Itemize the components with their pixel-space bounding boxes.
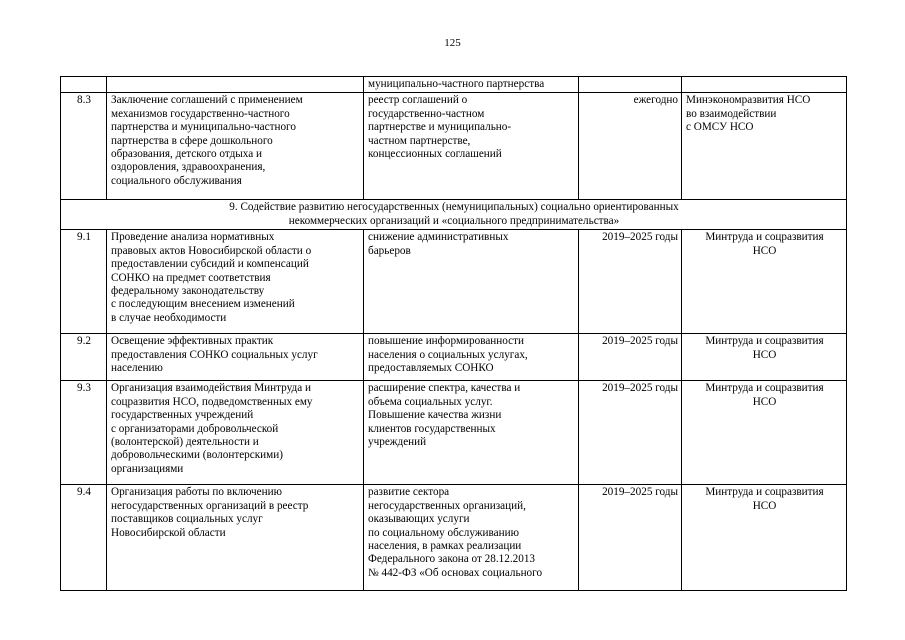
responsible-cell-line: НСО	[752, 395, 777, 408]
event-cell-line: в случае необходимости	[111, 311, 227, 324]
responsible-cell	[682, 381, 847, 485]
page-number: 125	[444, 37, 461, 49]
event-cell-line: Новосибирской области	[111, 526, 226, 539]
event-cell-line: Организация взаимодействия Минтруда и	[111, 382, 311, 395]
section-title-line: некоммерческих организаций и «социального предпринимательства»	[288, 214, 620, 227]
event-cell	[107, 334, 364, 381]
term-cell: ежегодно	[579, 93, 682, 200]
result-cell-line: развитие сектора	[368, 486, 450, 499]
action-plan-body	[61, 77, 847, 591]
table-row	[61, 485, 847, 591]
event-cell-line: правовых актов Новосибирской области о	[111, 244, 312, 257]
event-cell-line: предоставления СОНКО социальных услуг	[111, 348, 318, 361]
table-row	[61, 230, 847, 334]
responsible-cell	[682, 334, 847, 381]
table-row	[61, 381, 847, 485]
event-cell	[107, 77, 364, 93]
event-cell-line: Заключение соглашений с применением	[111, 94, 303, 107]
responsible-cell	[682, 230, 847, 334]
term-cell: 2019–2025 годы	[579, 230, 682, 334]
result-cell-line: частном партнерстве,	[368, 134, 471, 147]
result-cell	[364, 334, 579, 381]
result-cell-line: повышение информированности	[368, 335, 524, 348]
event-cell-line: поставщиков социальных услуг	[111, 513, 263, 526]
responsible-cell	[682, 485, 847, 591]
result-cell-line: Повышение качества жизни	[368, 409, 502, 422]
event-cell-line: с последующим внесением изменений	[111, 298, 295, 311]
result-cell-line: партнерстве и муниципально-	[368, 121, 512, 134]
item-number	[61, 77, 107, 93]
result-cell-line: № 442-ФЗ «Об основах социального	[368, 566, 543, 579]
result-cell	[364, 485, 579, 591]
event-cell-line: социального обслуживания	[111, 174, 242, 187]
event-cell-line: механизмов государственно-частного	[111, 107, 290, 120]
section-header-row	[61, 200, 847, 230]
event-cell-line: партнерства и муниципально-частного	[111, 121, 296, 134]
term-cell: 2019–2025 годы	[579, 334, 682, 381]
responsible-cell-line: Минтруда и соцразвития	[705, 231, 824, 244]
result-cell-line: клиентов государственных	[368, 422, 496, 435]
result-cell-line: снижение административных	[368, 231, 509, 244]
event-cell-line: партнерства в сфере дошкольного	[111, 134, 273, 147]
result-cell-line: муниципально-частного партнерства	[368, 78, 545, 90]
result-cell-line: государственно-частном	[368, 107, 485, 120]
section-title-line: 9. Содействие развитию негосударственных (немуниципальных) социально ориентированных	[229, 201, 679, 214]
result-cell	[364, 93, 579, 200]
responsible-cell-line: НСО	[752, 244, 777, 257]
result-cell-line: объема социальных услуг.	[368, 395, 493, 408]
item-number: 9.1	[61, 230, 107, 334]
event-cell-line: организациями	[111, 462, 184, 475]
event-cell-line: добровольческими (волонтерскими)	[111, 449, 283, 462]
responsible-cell-line: с ОМСУ НСО	[686, 121, 754, 134]
event-cell-line: предоставлении субсидий и компенсаций	[111, 258, 309, 271]
action-plan-table	[60, 76, 847, 591]
responsible-cell-line: Минтруда и соцразвития	[705, 335, 824, 348]
responsible-cell	[682, 93, 847, 200]
event-cell	[107, 93, 364, 200]
result-cell-line: населения, в рамках реализации	[368, 540, 522, 553]
result-cell-line: реестр соглашений о	[368, 94, 468, 107]
responsible-cell-line: Минэкономразвития НСО	[686, 94, 811, 107]
event-cell	[107, 485, 364, 591]
result-cell-line: по социальному обслуживанию	[368, 526, 519, 539]
result-cell-line: расширение спектра, качества и	[368, 382, 521, 395]
event-cell-line: Проведение анализа нормативных	[111, 231, 275, 244]
responsible-cell-line: во взаимодействии	[686, 107, 777, 120]
section-title	[61, 200, 847, 230]
event-cell-line: Организация работы по включению	[111, 486, 282, 499]
result-cell	[364, 77, 579, 93]
responsible-cell-line: Минтруда и соцразвития	[705, 382, 824, 395]
result-cell-line: Федерального закона от 28.12.2013	[368, 553, 536, 566]
result-cell-line: барьеров	[368, 244, 411, 257]
result-cell-line: негосударственных организаций,	[368, 499, 526, 512]
result-cell	[364, 230, 579, 334]
event-cell-line: оздоровления, здравоохранения,	[111, 161, 266, 174]
responsible-cell	[682, 77, 847, 93]
event-cell-line: образования, детского отдыха и	[111, 148, 263, 161]
event-cell	[107, 381, 364, 485]
item-number: 9.2	[61, 334, 107, 381]
event-cell-line: СОНКО на предмет соответствия	[111, 271, 271, 284]
result-cell-line: учреждений	[368, 436, 427, 449]
item-number: 8.3	[61, 93, 107, 200]
result-cell-line: концессионных соглашений	[368, 148, 502, 161]
table-row	[61, 77, 847, 93]
result-cell-line: оказывающих услуги	[368, 513, 470, 526]
result-cell-line: населения о социальных услугах,	[368, 348, 528, 361]
term-cell: 2019–2025 годы	[579, 485, 682, 591]
table-row	[61, 93, 847, 200]
item-number: 9.3	[61, 381, 107, 485]
result-cell-line: предоставляемых СОНКО	[368, 362, 494, 375]
responsible-cell-line: Минтруда и соцразвития	[705, 486, 824, 499]
event-cell-line: негосударственных организаций в реестр	[111, 499, 309, 512]
event-cell-line: федеральному законодательству	[111, 285, 265, 298]
event-cell-line: с организаторами добровольческой	[111, 422, 279, 435]
event-cell-line: (волонтерской) деятельности и	[111, 436, 259, 449]
event-cell	[107, 230, 364, 334]
event-cell-line: Освещение эффективных практик	[111, 335, 274, 348]
event-cell-line: государственных учреждений	[111, 409, 254, 422]
event-cell-line: соцразвития НСО, подведомственных ему	[111, 395, 313, 408]
result-cell	[364, 381, 579, 485]
term-cell: 2019–2025 годы	[579, 381, 682, 485]
responsible-cell-line: НСО	[752, 348, 777, 361]
table-row	[61, 334, 847, 381]
item-number: 9.4	[61, 485, 107, 591]
responsible-cell-line: НСО	[752, 499, 777, 512]
event-cell-line: населению	[111, 362, 163, 375]
term-cell	[579, 77, 682, 93]
